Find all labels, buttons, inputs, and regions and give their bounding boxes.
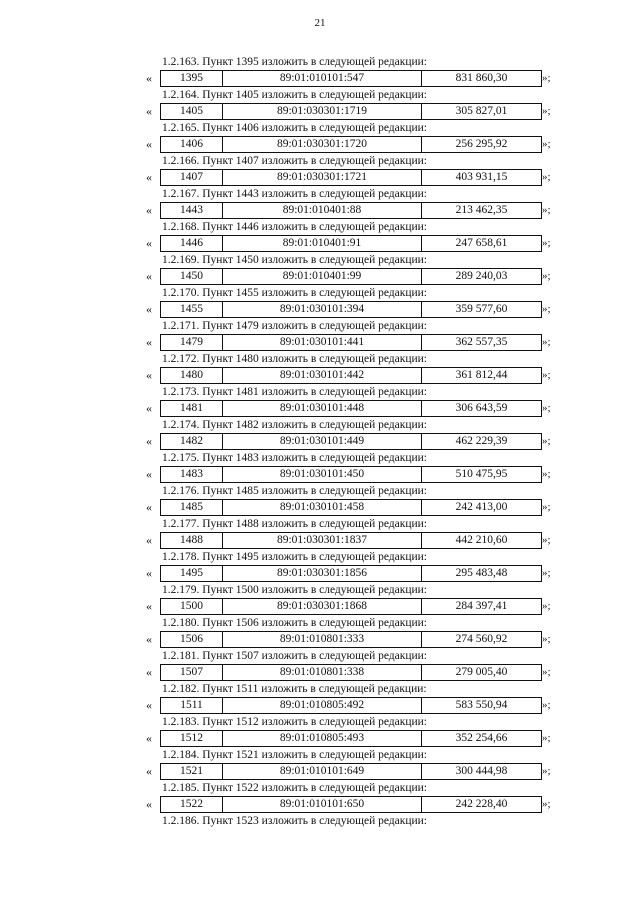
cadastral-number-cell: 89:01:030301:1721 <box>223 170 422 185</box>
cadastral-number-cell: 89:01:010401:91 <box>223 236 422 251</box>
value-cell: 289 240,03 <box>455 270 508 282</box>
value-cell: 300 444,98 <box>455 765 508 777</box>
amendment-entry <box>146 252 560 285</box>
amendment-entry <box>146 714 560 747</box>
amendment-table <box>160 367 542 384</box>
open-quote: « <box>146 665 152 679</box>
amendment-row <box>146 301 560 318</box>
amendment-heading: 1.2.163. Пункт 1395 изложить в следующей редакции: <box>162 56 427 68</box>
cadastral-number-cell: 89:01:030301:1856 <box>223 566 422 581</box>
open-quote: « <box>146 764 152 778</box>
amendment-entry <box>146 516 560 549</box>
open-quote: « <box>146 533 152 547</box>
open-quote: « <box>146 269 152 283</box>
open-quote: « <box>146 599 152 613</box>
amendment-row <box>146 796 560 813</box>
value-cell: 831 860,30 <box>455 72 508 84</box>
cadastral-number-cell: 89:01:030101:448 <box>223 401 422 416</box>
open-quote: « <box>146 698 152 712</box>
amendment-heading: 1.2.179. Пункт 1500 изложить в следующей редакции: <box>162 584 427 596</box>
value-cell: 213 462,35 <box>455 204 508 216</box>
amendment-heading: 1.2.176. Пункт 1485 изложить в следующей редакции: <box>162 485 427 497</box>
amendment-table <box>160 103 542 120</box>
amendment-row <box>146 697 560 714</box>
punkt-number-cell: 1522 <box>161 797 223 812</box>
amendment-row <box>146 598 560 615</box>
amendment-table <box>160 334 542 351</box>
amendment-entry <box>146 120 560 153</box>
amendment-heading: 1.2.185. Пункт 1522 изложить в следующей редакции: <box>162 782 427 794</box>
amendment-heading: 1.2.181. Пункт 1507 изложить в следующей редакции: <box>162 650 427 662</box>
amendment-heading: 1.2.172. Пункт 1480 изложить в следующей редакции: <box>162 353 427 365</box>
amendment-entry <box>146 648 560 681</box>
amendment-entry <box>146 450 560 483</box>
amendment-table <box>160 532 542 549</box>
cadastral-number-cell: 89:01:030101:441 <box>223 335 422 350</box>
value-cell: 306 643,59 <box>455 402 508 414</box>
cadastral-number-cell: 89:01:030101:449 <box>223 434 422 449</box>
punkt-number-cell: 1479 <box>161 335 223 350</box>
amendment-entry <box>146 549 560 582</box>
amendment-heading: 1.2.184. Пункт 1521 изложить в следующей редакции: <box>162 749 427 761</box>
amendment-table <box>160 400 542 417</box>
punkt-number-cell: 1443 <box>161 203 223 218</box>
amendment-heading: 1.2.165. Пункт 1406 изложить в следующей редакции: <box>162 122 427 134</box>
amendment-row <box>146 763 560 780</box>
final-entry <box>146 813 560 846</box>
punkt-number-cell: 1488 <box>161 533 223 548</box>
amendment-entry <box>146 483 560 516</box>
amendment-entry <box>146 87 560 120</box>
cadastral-number-cell: 89:01:010801:338 <box>223 665 422 680</box>
amendment-heading: 1.2.182. Пункт 1511 изложить в следующей редакции: <box>162 683 427 695</box>
amendment-heading: 1.2.174. Пункт 1482 изложить в следующей редакции: <box>162 419 427 431</box>
page-number: 21 <box>314 17 326 29</box>
amendment-entry <box>146 153 560 186</box>
close-quote: »; <box>542 468 551 480</box>
open-quote: « <box>146 434 152 448</box>
close-quote: »; <box>542 72 551 84</box>
close-quote: »; <box>542 336 551 348</box>
document-body <box>146 54 560 846</box>
amendment-entry <box>146 285 560 318</box>
amendment-table <box>160 730 542 747</box>
amendment-entry <box>146 186 560 219</box>
value-cell: 242 413,00 <box>455 501 508 513</box>
close-quote: »; <box>542 138 551 150</box>
punkt-number-cell: 1450 <box>161 269 223 284</box>
value-cell: 242 228,40 <box>455 798 508 810</box>
close-quote: »; <box>542 105 551 117</box>
amendment-heading: 1.2.186. Пункт 1523 изложить в следующей редакции: <box>162 815 427 827</box>
value-cell: 247 658,61 <box>455 237 508 249</box>
amendment-table <box>160 499 542 516</box>
open-quote: « <box>146 467 152 481</box>
amendment-entry <box>146 615 560 648</box>
value-cell: 510 475,95 <box>455 468 508 480</box>
amendment-row <box>146 268 560 285</box>
cadastral-number-cell: 89:01:030101:458 <box>223 500 422 515</box>
amendment-row <box>146 235 560 252</box>
punkt-number-cell: 1495 <box>161 566 223 581</box>
punkt-number-cell: 1480 <box>161 368 223 383</box>
amendment-row <box>146 631 560 648</box>
cadastral-number-cell: 89:01:030301:1720 <box>223 137 422 152</box>
amendment-heading: 1.2.177. Пункт 1488 изложить в следующей редакции: <box>162 518 427 530</box>
open-quote: « <box>146 368 152 382</box>
amendment-table <box>160 235 542 252</box>
value-cell: 583 550,94 <box>455 699 508 711</box>
value-cell: 256 295,92 <box>455 138 508 150</box>
cadastral-number-cell: 89:01:030301:1837 <box>223 533 422 548</box>
amendment-table <box>160 466 542 483</box>
amendment-entry <box>146 351 560 384</box>
punkt-number-cell: 1485 <box>161 500 223 515</box>
open-quote: « <box>146 71 152 85</box>
cadastral-number-cell: 89:01:010401:99 <box>223 269 422 284</box>
amendment-entry <box>146 780 560 813</box>
amendment-table <box>160 697 542 714</box>
punkt-number-cell: 1455 <box>161 302 223 317</box>
amendment-heading: 1.2.173. Пункт 1481 изложить в следующей редакции: <box>162 386 427 398</box>
amendment-table <box>160 268 542 285</box>
amendment-row <box>146 367 560 384</box>
close-quote: »; <box>542 666 551 678</box>
value-cell: 362 557,35 <box>455 336 508 348</box>
open-quote: « <box>146 137 152 151</box>
amendment-row <box>146 334 560 351</box>
punkt-number-cell: 1511 <box>161 698 223 713</box>
close-quote: »; <box>542 435 551 447</box>
amendment-entry <box>146 582 560 615</box>
close-quote: »; <box>542 171 551 183</box>
amendment-heading: 1.2.168. Пункт 1446 изложить в следующей редакции: <box>162 221 427 233</box>
close-quote: »; <box>542 534 551 546</box>
amendment-row <box>146 400 560 417</box>
open-quote: « <box>146 104 152 118</box>
amendment-heading: 1.2.175. Пункт 1483 изложить в следующей редакции: <box>162 452 427 464</box>
open-quote: « <box>146 203 152 217</box>
amendment-heading: 1.2.183. Пункт 1512 изложить в следующей редакции: <box>162 716 427 728</box>
value-cell: 284 397,41 <box>455 600 508 612</box>
open-quote: « <box>146 566 152 580</box>
cadastral-number-cell: 89:01:010101:547 <box>223 71 422 86</box>
amendment-heading: 1.2.180. Пункт 1506 изложить в следующей редакции: <box>162 617 427 629</box>
open-quote: « <box>146 335 152 349</box>
punkt-number-cell: 1507 <box>161 665 223 680</box>
open-quote: « <box>146 731 152 745</box>
cadastral-number-cell: 89:01:010805:492 <box>223 698 422 713</box>
open-quote: « <box>146 236 152 250</box>
cadastral-number-cell: 89:01:010805:493 <box>223 731 422 746</box>
amendment-heading: 1.2.170. Пункт 1455 изложить в следующей редакции: <box>162 287 427 299</box>
amendment-heading: 1.2.167. Пункт 1443 изложить в следующей редакции: <box>162 188 427 200</box>
amendment-heading: 1.2.169. Пункт 1450 изложить в следующей редакции: <box>162 254 427 266</box>
amendment-table <box>160 136 542 153</box>
cadastral-number-cell: 89:01:010101:650 <box>223 797 422 812</box>
amendment-heading: 1.2.166. Пункт 1407 изложить в следующей редакции: <box>162 155 427 167</box>
close-quote: »; <box>542 765 551 777</box>
cadastral-number-cell: 89:01:010801:333 <box>223 632 422 647</box>
amendment-row <box>146 466 560 483</box>
amendment-table <box>160 664 542 681</box>
punkt-number-cell: 1405 <box>161 104 223 119</box>
punkt-number-cell: 1512 <box>161 731 223 746</box>
amendment-entry <box>146 318 560 351</box>
cadastral-number-cell: 89:01:030301:1719 <box>223 104 422 119</box>
open-quote: « <box>146 302 152 316</box>
amendment-list <box>146 54 560 813</box>
close-quote: »; <box>542 270 551 282</box>
close-quote: »; <box>542 633 551 645</box>
amendment-row <box>146 532 560 549</box>
close-quote: »; <box>542 699 551 711</box>
amendment-table <box>160 598 542 615</box>
punkt-number-cell: 1407 <box>161 170 223 185</box>
cadastral-number-cell: 89:01:010101:649 <box>223 764 422 779</box>
cadastral-number-cell: 89:01:030101:450 <box>223 467 422 482</box>
value-cell: 462 229,39 <box>455 435 508 447</box>
amendment-entry <box>146 54 560 87</box>
value-cell: 274 560,92 <box>455 633 508 645</box>
close-quote: »; <box>542 204 551 216</box>
open-quote: « <box>146 401 152 415</box>
close-quote: »; <box>542 237 551 249</box>
amendment-table <box>160 631 542 648</box>
amendment-table <box>160 169 542 186</box>
punkt-number-cell: 1500 <box>161 599 223 614</box>
close-quote: »; <box>542 567 551 579</box>
close-quote: »; <box>542 798 551 810</box>
punkt-number-cell: 1481 <box>161 401 223 416</box>
close-quote: »; <box>542 369 551 381</box>
value-cell: 442 210,60 <box>455 534 508 546</box>
value-cell: 361 812,44 <box>455 369 508 381</box>
close-quote: »; <box>542 501 551 513</box>
value-cell: 403 931,15 <box>455 171 508 183</box>
amendment-heading: 1.2.164. Пункт 1405 изложить в следующей редакции: <box>162 89 427 101</box>
punkt-number-cell: 1406 <box>161 137 223 152</box>
open-quote: « <box>146 170 152 184</box>
close-quote: »; <box>542 303 551 315</box>
amendment-entry <box>146 681 560 714</box>
amendment-row <box>146 499 560 516</box>
amendment-table <box>160 70 542 87</box>
amendment-table <box>160 202 542 219</box>
punkt-number-cell: 1521 <box>161 764 223 779</box>
amendment-table <box>160 763 542 780</box>
amendment-row <box>146 433 560 450</box>
close-quote: »; <box>542 402 551 414</box>
value-cell: 352 254,66 <box>455 732 508 744</box>
amendment-heading: 1.2.171. Пункт 1479 изложить в следующей редакции: <box>162 320 427 332</box>
value-cell: 295 483,48 <box>455 567 508 579</box>
amendment-row <box>146 70 560 87</box>
amendment-row <box>146 565 560 582</box>
cadastral-number-cell: 89:01:030101:394 <box>223 302 422 317</box>
close-quote: »; <box>542 732 551 744</box>
cadastral-number-cell: 89:01:010401:88 <box>223 203 422 218</box>
value-cell: 305 827,01 <box>455 105 508 117</box>
punkt-number-cell: 1506 <box>161 632 223 647</box>
cadastral-number-cell: 89:01:030101:442 <box>223 368 422 383</box>
close-quote: »; <box>542 600 551 612</box>
value-cell: 359 577,60 <box>455 303 508 315</box>
amendment-row <box>146 136 560 153</box>
amendment-row <box>146 103 560 120</box>
amendment-table <box>160 433 542 450</box>
punkt-number-cell: 1446 <box>161 236 223 251</box>
amendment-entry <box>146 417 560 450</box>
amendment-table <box>160 796 542 813</box>
open-quote: « <box>146 632 152 646</box>
amendment-row <box>146 730 560 747</box>
open-quote: « <box>146 500 152 514</box>
amendment-entry <box>146 747 560 780</box>
amendment-table <box>160 565 542 582</box>
value-cell: 279 005,40 <box>455 666 508 678</box>
amendment-row <box>146 202 560 219</box>
amendment-row <box>146 664 560 681</box>
punkt-number-cell: 1483 <box>161 467 223 482</box>
amendment-heading: 1.2.178. Пункт 1495 изложить в следующей редакции: <box>162 551 427 563</box>
punkt-number-cell: 1482 <box>161 434 223 449</box>
amendment-table <box>160 301 542 318</box>
cadastral-number-cell: 89:01:030301:1868 <box>223 599 422 614</box>
amendment-entry <box>146 384 560 417</box>
punkt-number-cell: 1395 <box>161 71 223 86</box>
open-quote: « <box>146 797 152 811</box>
amendment-entry <box>146 219 560 252</box>
amendment-row <box>146 169 560 186</box>
